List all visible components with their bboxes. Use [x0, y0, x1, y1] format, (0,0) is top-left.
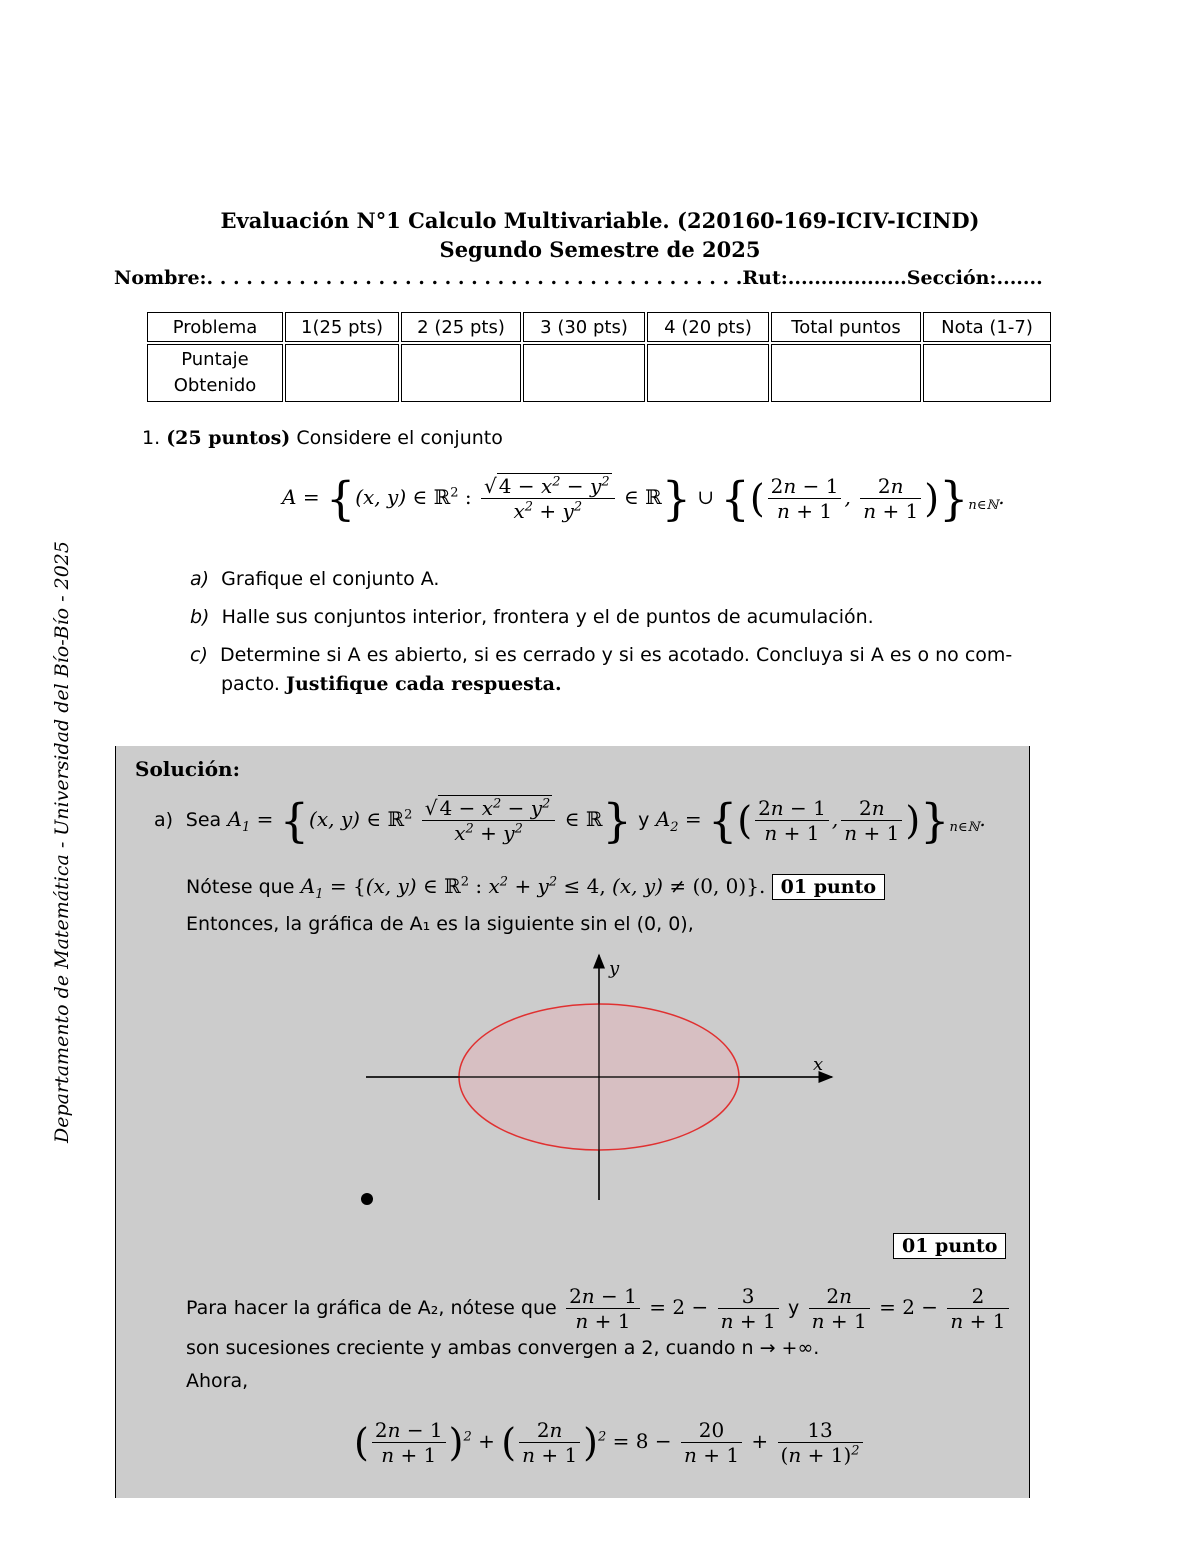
- name-line: Nombre:. . . . . . . . . . . . . . . . . . . . . . . . . . . . . . . . . . . . . . . . .Rut:..................Sección:.......: [114, 267, 1043, 289]
- row-label: Puntaje Obtenido: [147, 344, 283, 402]
- table-header: Total puntos: [771, 312, 921, 342]
- table-header: 3 (30 pts): [523, 312, 645, 342]
- table-header: 2 (25 pts): [401, 312, 521, 342]
- points-badge: 01 punto: [893, 1233, 1006, 1259]
- problem-item-a: a) Grafique el conjunto A.: [190, 568, 440, 590]
- table-header: 4 (20 pts): [647, 312, 769, 342]
- problem-1-heading: 1. (25 puntos) Considere el conjunto: [142, 427, 503, 449]
- solution-a2-line2: son sucesiones creciente y ambas convergen a 2, cuando n → +∞.: [186, 1337, 820, 1359]
- table-header: Problema: [147, 312, 283, 342]
- points-badge: 01 punto: [772, 874, 885, 900]
- score-cell[interactable]: [647, 344, 769, 402]
- x-axis-label: x: [813, 1054, 824, 1075]
- point-marker: [361, 1193, 373, 1205]
- y-axis-label: y: [609, 958, 620, 979]
- problem-item-b: b) Halle sus conjuntos interior, frontera y el de puntos de acumulación.: [190, 606, 874, 628]
- points-badge-2-wrap: [893, 1233, 1006, 1259]
- set-definition-formula: A = {(x, y) ∈ ℝ$^2$ : $\frac{√ 4 - x^2 - y^2}{x^2 + y^2}$ ∈ ℝ} ∪ {( $\frac{2n - 1}{n + 1}$ , $\frac{2n}{n + 1}$ )}$_{n\in ℕ}$.: [282, 471, 1005, 526]
- score-cell[interactable]: [771, 344, 921, 402]
- solution-graph-intro: Entonces, la gráfica de A₁ es la siguiente sin el (0, 0),: [186, 913, 694, 935]
- exam-title: Evaluación N°1 Calculo Multivariable. (220160-169-ICIV-ICIND): [220, 208, 980, 233]
- solution-heading: Solución:: [135, 757, 240, 781]
- solution-sum-squares: ( $\frac{2n - 1}{n + 1}$ )$^2$ + ( $\frac{2n}{n + 1}$ )$^2$ = 8 − $\frac{20}{n + 1}$ + $\frac{13}{(n + 1)^2}$: [354, 1418, 866, 1467]
- graph-a1: [360, 950, 850, 1210]
- solution-ahora: Ahora,: [186, 1370, 249, 1392]
- solution-note-a1: Nótese que $A_1 = \{(x$, y) ∈ ℝ$^2$ : $x^2 + y^2 \le 4$, (x, y) ≠ (0, 0)}. 01 punto: [186, 874, 885, 902]
- solution-a-sets: a) Sea $A_1 = \{(x$, y) ∈ ℝ$^2$ $\frac{√ 4 - x^2 - y^2}{x^2 + y^2}$ ∈ ℝ} y $A_2$ = {( $\frac{2n - 1}{n + 1}$ , $\frac{2n}{n + 1}$ )}$_{n\in ℕ}$.: [154, 793, 986, 848]
- sidebar-department-text: Departamento de Matemática - Universidad del Bío-Bío - 2025: [51, 541, 73, 1143]
- score-cell[interactable]: [401, 344, 521, 402]
- score-cell[interactable]: [923, 344, 1051, 402]
- exam-semester: Segundo Semestre de 2025: [439, 237, 761, 262]
- score-cell[interactable]: [523, 344, 645, 402]
- table-header: Nota (1-7): [923, 312, 1051, 342]
- grades-table: [145, 310, 1053, 404]
- problem-item-c: c) Determine si A es abierto, si es cerrado y si es acotado. Concluya si A es o no com-: [190, 644, 1013, 666]
- solution-a2-line1: Para hacer la gráfica de A₂, nótese que $\frac{2n - 1}{n + 1}$ = 2 − $\frac{3}{n + 1}$ y $\frac{2n}{n + 1}$ = 2 − $\frac{2}{n + 1}$: [186, 1284, 1012, 1333]
- table-header: 1(25 pts): [285, 312, 399, 342]
- problem-item-c-cont: pacto. Justifique cada respuesta.: [221, 673, 562, 695]
- score-cell[interactable]: [285, 344, 399, 402]
